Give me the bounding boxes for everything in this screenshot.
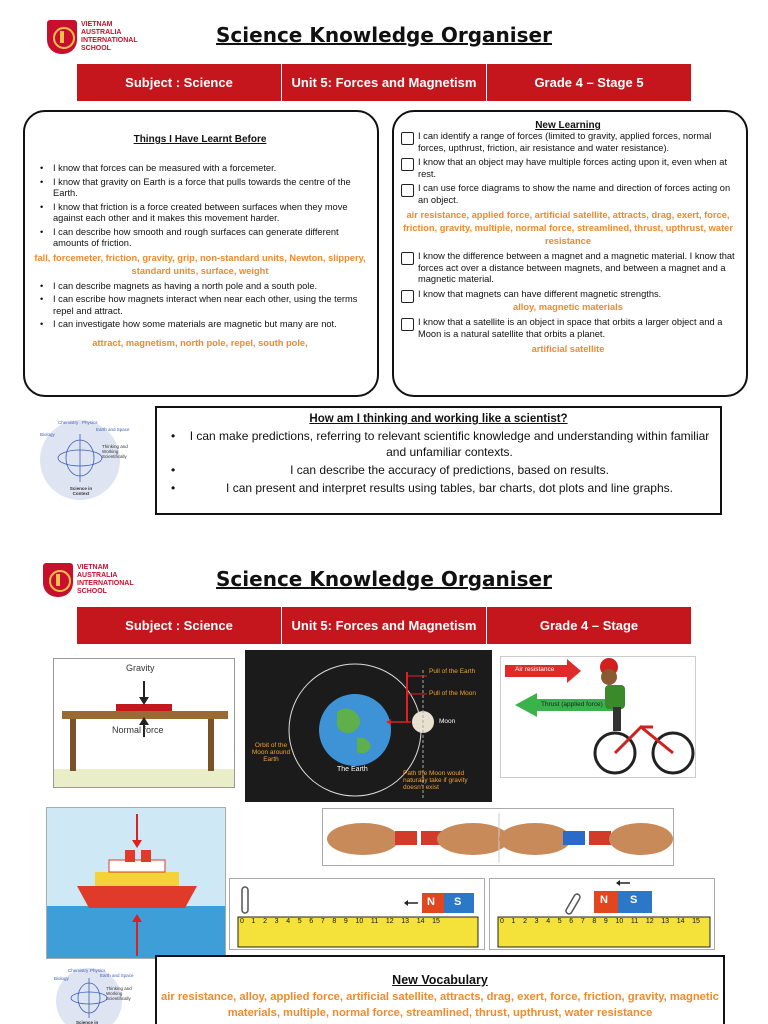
south-pole-label: S [630, 894, 638, 906]
grade-cell: Grade 4 – Stage 5 [486, 64, 691, 101]
list-item: • I know that gravity on Earth is a force that pulls towards the centre of the Earth. [33, 177, 367, 200]
moon-label: Moon [439, 718, 456, 725]
ruler-mark: 11 [370, 918, 379, 925]
ruler-mark: 1 [251, 918, 256, 925]
list-item: • I can describe magnets as having a north pole and a south pole. [33, 281, 367, 293]
learnt-before-heading: Things I Have Learnt Before [133, 134, 267, 145]
ruler-magnet-image-1 [229, 878, 485, 950]
list-item: • I know that friction is a force created between surfaces when they move against each other and it makes this movement harder. [33, 202, 367, 225]
table-forces-image [53, 658, 235, 788]
page-title: Science Knowledge Organiser [216, 23, 552, 47]
grade-cell: Grade 4 – Stage [486, 607, 691, 644]
ruler-mark: 11 [630, 918, 639, 925]
new-vocabulary-heading: New Vocabulary [392, 973, 488, 987]
ruler-mark: 7 [320, 918, 325, 925]
learnt-vocab: fall, forcemeter, friction, gravity, grip, non-standard units, Newton, slippery, standard units, surface, weight [34, 252, 366, 276]
ruler-mark: 8 [332, 918, 337, 925]
school-name-line: INTERNATIONAL [77, 580, 134, 587]
earth-moon-image [245, 650, 492, 802]
normal-force-label: Normal force [112, 725, 164, 735]
ruler-mark: 3 [274, 918, 279, 925]
south-pole-label: S [454, 896, 462, 908]
learnt-vocab: attract, magnetism, north pole, repel, south pole, [92, 337, 308, 348]
page-title: Science Knowledge Organiser [216, 567, 552, 591]
air-resistance-label: Air resistance [515, 666, 555, 673]
ruler-mark: 7 [580, 918, 585, 925]
globe-label: Biology [54, 976, 69, 981]
ruler-mark: 14 [416, 918, 425, 925]
list-item: I can use force diagrams to show the name and direction of forces acting on an object. [398, 183, 738, 206]
school-name-line: SCHOOL [77, 588, 107, 595]
scientist-heading: How am I thinking and working like a scientist? [309, 413, 568, 425]
globe-label: Chemistry [68, 968, 89, 973]
scientist-list [157, 428, 720, 496]
ruler-mark: 12 [385, 918, 394, 925]
north-pole-label: N [600, 894, 608, 906]
list-item: • I can investigate how some materials are magnetic but many are not. [33, 319, 367, 331]
globe-label: Science in [76, 1020, 99, 1024]
list-item: I know the difference between a magnet and a magnetic material. I know that forces act over a distance between magnets, and between a magnet and a magnetic material. [398, 251, 738, 286]
list-item: • I know that forces can be measured with a forcemeter. [33, 163, 367, 175]
ruler-mark: 15 [692, 918, 700, 925]
science-globe-icon [54, 968, 134, 1024]
ruler-mark: 9 [603, 918, 608, 925]
bike-forces-image [500, 656, 696, 778]
ruler-mark: 14 [676, 918, 685, 925]
gravity-label: Gravity [126, 663, 155, 673]
list-item: I know that magnets can have different magnetic strengths. [398, 289, 738, 301]
ruler-mark: 13 [401, 918, 410, 925]
globe-label: Chemistry [58, 420, 79, 425]
ruler-mark: 10 [615, 918, 624, 925]
school-name-line: AUSTRALIA [77, 572, 118, 579]
new-learning-heading: New Learning [535, 120, 601, 131]
subject-cell: Subject : Science [125, 74, 233, 90]
boat-forces-image [46, 807, 226, 959]
list-item: I know that a satellite is an object in space that orbits a larger object and a Moon is a natural satellite that orbits a planet. [398, 317, 738, 340]
header-band [77, 64, 691, 101]
list-item: • I can make predictions, referring to relevant scientific knowledge and understanding within familiar and unfamiliar contexts. [157, 428, 720, 460]
ruler-mark: 10 [355, 918, 364, 925]
school-name-line: VIETNAM [77, 564, 109, 571]
list-item: • I can escribe how magnets interact when near each other, using the terms repel and attract. [33, 294, 367, 317]
magnets-hands-image [322, 808, 674, 866]
ruler-mark: 0 [500, 918, 504, 925]
globe-label: Thinking and Working Scientifically [102, 444, 128, 459]
ruler-mark: 6 [569, 918, 574, 925]
path-label: Path the Moon would naturally take if gravity doesn't exist [403, 770, 468, 791]
ruler-mark: 4 [286, 918, 291, 925]
new-learning-vocab: alloy, magnetic materials [513, 302, 623, 312]
orbit-label: Orbit of the Moon around Earth [251, 742, 291, 763]
school-name-line: SCHOOL [81, 45, 111, 52]
ruler-mark: 9 [343, 918, 348, 925]
unit-cell: Unit 5: Forces and Magnetism [281, 64, 486, 101]
new-learning-vocab: artificial satellite [531, 344, 605, 354]
globe-label: Physics [90, 968, 106, 973]
north-pole-label: N [427, 896, 435, 908]
list-item: I know that an object may have multiple forces acting upon it, even when at rest. [398, 157, 738, 180]
unit-cell: Unit 5: Forces and Magnetism [281, 607, 486, 644]
list-item: • I can present and interpret results using tables, bar charts, dot plots and line graphs. [157, 480, 720, 496]
new-learning-vocab: air resistance, applied force, artificial satellite, attracts, drag, exert, force, friction, gravity, multiple, normal force, streamlined, thrust, upthrust, water resistance [403, 210, 733, 246]
school-name-line: AUSTRALIA [81, 29, 122, 36]
ruler-mark: 3 [534, 918, 539, 925]
globe-label: Physics [82, 420, 98, 425]
school-name-line: VIETNAM [81, 21, 113, 28]
globe-label: Science in Context [69, 486, 93, 496]
ruler-mark: 6 [309, 918, 314, 925]
new-learning-list [398, 251, 738, 300]
ruler-mark: 8 [592, 918, 597, 925]
globe-label: Thinking and Working Scientifically [106, 986, 132, 1001]
list-item: I can identify a range of forces (limited to gravity, applied forces, normal forces, upthrust, friction, air resistance and water resistance). [398, 131, 738, 154]
list-item: • I can describe how smooth and rough surfaces can generate different amounts of friction. [33, 227, 367, 250]
learnt-list [33, 281, 367, 331]
new-learning-list [398, 131, 738, 206]
ruler-mark: 5 [557, 918, 562, 925]
school-name-line: INTERNATIONAL [81, 37, 138, 44]
globe-label: Earth and Space [96, 427, 130, 432]
new-learning-list [398, 317, 738, 340]
learnt-list [33, 163, 367, 250]
learnt-before-panel [23, 110, 379, 397]
ruler-magnet-image-2 [489, 878, 715, 950]
ruler-mark: 5 [297, 918, 302, 925]
ruler-mark: 2 [263, 918, 267, 925]
science-globe-icon [40, 420, 130, 500]
pull-earth-label: Pull of the Earth [429, 668, 476, 675]
ruler-mark: 4 [546, 918, 551, 925]
ruler-mark: 12 [645, 918, 654, 925]
new-vocabulary-text: air resistance, alloy, applied force, artificial satellite, attracts, drag, exert, force, friction, gravity, magnetic materials, multiple, normal force, streamlined, thrust, upthrust, water resistance [161, 991, 719, 1019]
ruler-marks [500, 918, 700, 925]
ruler-mark: 13 [661, 918, 670, 925]
thrust-label: Thrust (applied force) [541, 701, 603, 708]
list-item: • I can describe the accuracy of predictions, based on results. [157, 462, 720, 478]
globe-label: Biology [40, 432, 55, 437]
ruler-mark: 2 [523, 918, 527, 925]
ruler-marks [240, 918, 440, 925]
scientist-box [155, 406, 722, 515]
ruler-mark: 15 [432, 918, 440, 925]
pull-moon-label: Pull of the Moon [429, 690, 476, 697]
header-band [77, 607, 691, 644]
subject-cell: Subject : Science [125, 617, 233, 633]
new-vocabulary-box [155, 955, 725, 1024]
ruler-mark: 0 [240, 918, 244, 925]
earth-label: The Earth [337, 766, 368, 773]
new-learning-panel [392, 110, 748, 397]
ruler-mark: 1 [511, 918, 516, 925]
globe-label: Earth and Space [100, 973, 134, 978]
